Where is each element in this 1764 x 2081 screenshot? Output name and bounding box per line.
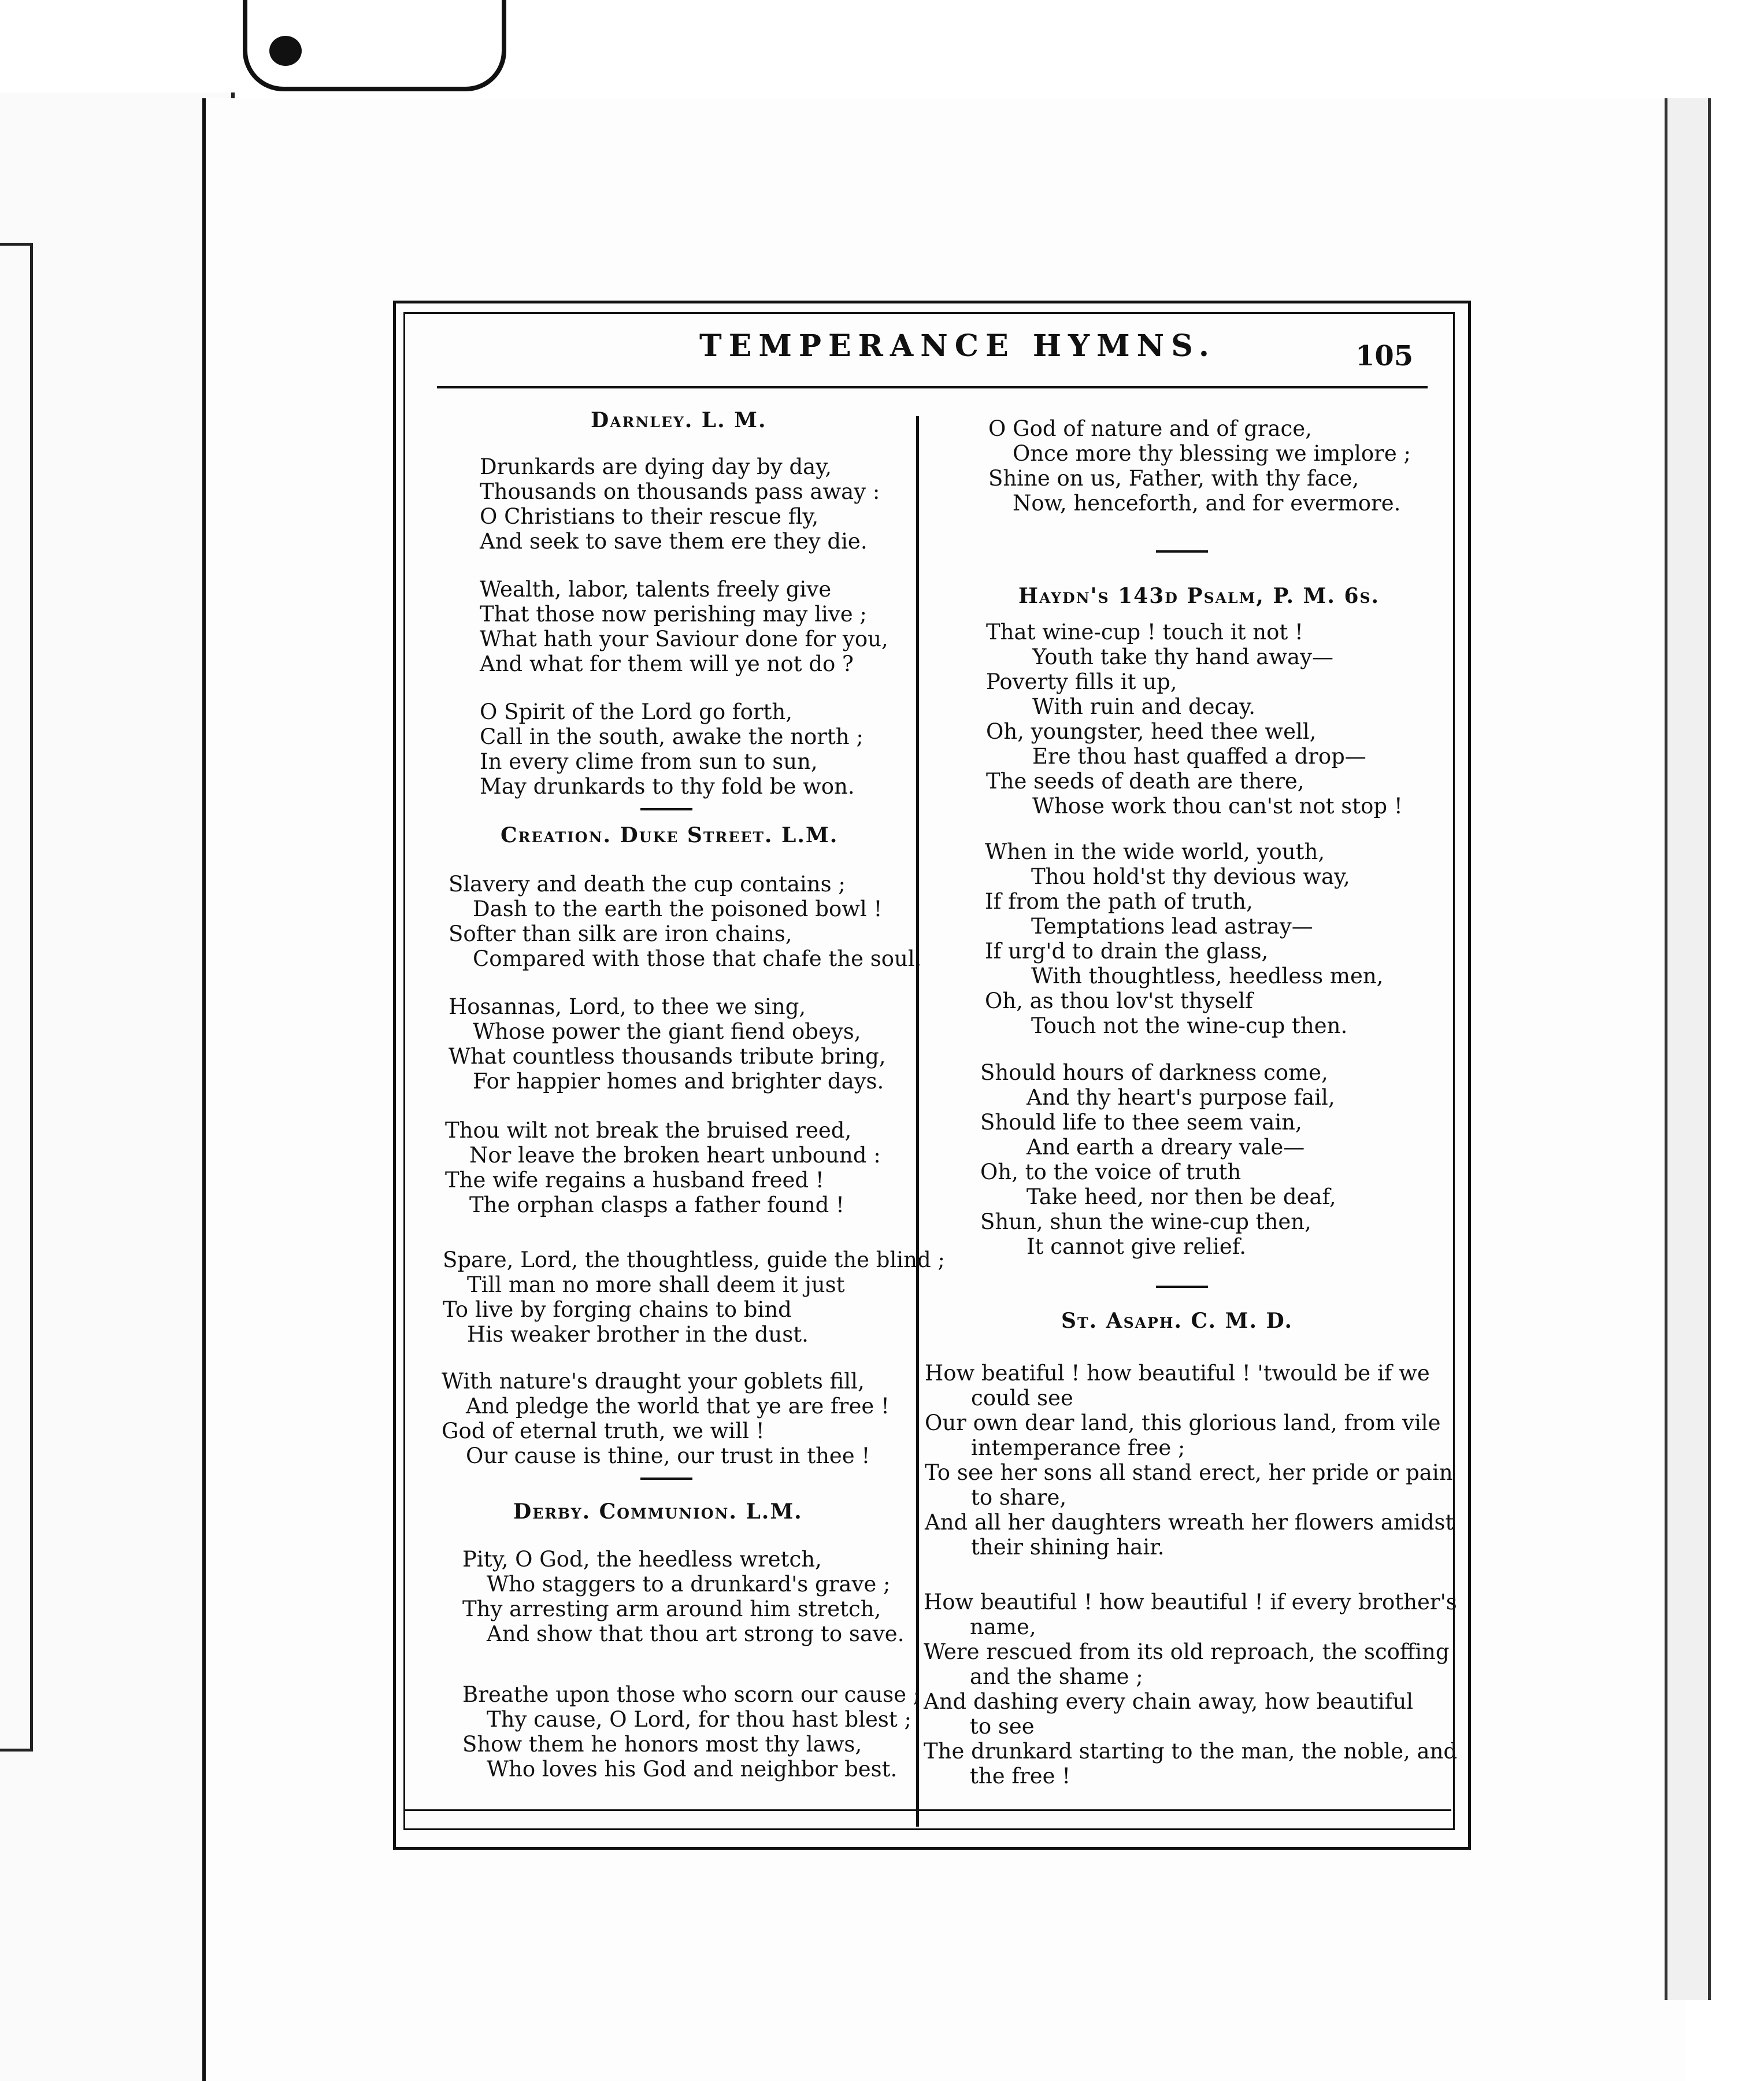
verse-line: Thou hold'st thy devious way,	[1031, 864, 1350, 889]
verse-line: With ruin and decay.	[1032, 694, 1256, 719]
verse-line: That those now perishing may live ;	[480, 602, 867, 627]
verse-line: Wealth, labor, talents freely give	[480, 577, 832, 602]
hymn-title-darnley: Darnley. L. M.	[591, 408, 767, 432]
hymn-stanza	[986, 620, 1403, 819]
section-separator	[640, 1478, 692, 1480]
verse-line: their shining hair.	[971, 1535, 1165, 1560]
verse-line: What countless thousands tribute bring,	[449, 1044, 886, 1069]
hymn-stanza	[988, 416, 1411, 516]
verse-line: Oh, to the voice of truth	[980, 1160, 1242, 1184]
verse-line: name,	[970, 1615, 1036, 1639]
verse-line: And all her daughters wreath her flowers amidst	[925, 1510, 1454, 1535]
verse-line: Were rescued from its old reproach, the scoffing	[924, 1639, 1450, 1664]
verse-line: Hosannas, Lord, to thee we sing,	[449, 994, 806, 1019]
section-separator	[1156, 1286, 1208, 1288]
verse-line: O God of nature and of grace,	[988, 416, 1312, 441]
header-rule	[437, 386, 1428, 388]
verse-line: Temptations lead astray—	[1031, 914, 1313, 939]
verse-line: With nature's draught your goblets fill,	[442, 1369, 865, 1394]
verse-line: Whose power the giant fiend obeys,	[473, 1019, 861, 1044]
verse-line: Thousands on thousands pass away :	[480, 479, 880, 504]
verse-line: Whose work thou can'st not stop !	[1032, 794, 1403, 819]
hymn-stanza	[449, 994, 886, 1094]
verse-line: How beautiful ! how beautiful ! if every brother's	[924, 1590, 1457, 1615]
verse-line: If urg'd to drain the glass,	[985, 939, 1269, 964]
verse-line: And what for them will ye not do ?	[480, 651, 854, 676]
verse-line: Till man no more shall deem it just	[467, 1272, 845, 1297]
hymn-stanza	[442, 1369, 890, 1468]
verse-line: O Christians to their rescue fly,	[480, 504, 819, 529]
hymn-title-creation: Creation. Duke Street. L.M.	[501, 823, 839, 847]
hymn-stanza	[480, 577, 888, 676]
verse-line: the free !	[970, 1764, 1071, 1789]
verse-line: Oh, as thou lov'st thyself	[985, 988, 1253, 1013]
verse-line: could see	[971, 1386, 1073, 1410]
verse-line: to share,	[971, 1485, 1067, 1510]
verse-line: Thou wilt not break the bruised reed,	[445, 1118, 852, 1143]
verse-line: Show them he honors most thy laws,	[462, 1732, 862, 1757]
verse-line: The orphan clasps a father found !	[469, 1193, 844, 1217]
tag-hole	[269, 36, 302, 66]
verse-line: Drunkards are dying day by day,	[480, 454, 832, 479]
verse-line: And pledge the world that ye are free !	[466, 1394, 890, 1419]
verse-line: To live by forging chains to bind	[443, 1297, 792, 1322]
verse-line: What hath your Saviour done for you,	[480, 627, 888, 651]
verse-line: If from the path of truth,	[985, 889, 1253, 914]
verse-line: When in the wide world, youth,	[985, 839, 1325, 864]
bottom-rule	[403, 1809, 1451, 1811]
hymn-title-st-asaph: St. Asaph. C. M. D.	[1061, 1309, 1294, 1333]
hymn-title-haydn: Haydn's 143d Psalm, P. M. 6s.	[1018, 584, 1380, 608]
verse-line: Slavery and death the cup contains ;	[449, 872, 846, 897]
hymn-stanza	[980, 1060, 1336, 1259]
hymn-stanza	[925, 1361, 1454, 1560]
page-number: 105	[1355, 340, 1414, 372]
verse-line: and the shame ;	[970, 1664, 1143, 1689]
verse-line: Take heed, nor then be deaf,	[1026, 1184, 1336, 1209]
verse-line: And seek to save them ere they die.	[480, 529, 868, 554]
column-divider	[916, 416, 919, 1827]
verse-line: The drunkard starting to the man, the noble, and	[924, 1739, 1458, 1764]
verse-line: Who loves his God and neighbor best.	[487, 1757, 898, 1782]
verse-line: That wine-cup ! touch it not !	[986, 620, 1303, 645]
hymn-stanza	[480, 454, 880, 554]
verse-line: Ere thou hast quaffed a drop—	[1032, 744, 1366, 769]
section-separator	[640, 808, 692, 810]
adjacent-page-border	[0, 243, 33, 1752]
verse-line: And thy heart's purpose fail,	[1026, 1085, 1335, 1110]
verse-line: Spare, Lord, the thoughtless, guide the blind ;	[443, 1247, 945, 1272]
verse-line: And earth a dreary vale—	[1026, 1135, 1305, 1160]
verse-line: Breathe upon those who scorn our cause ;	[462, 1682, 921, 1707]
verse-line: And show that thou art strong to save.	[487, 1621, 905, 1646]
verse-line: God of eternal truth, we will !	[442, 1419, 765, 1443]
verse-line: Pity, O God, the heedless wretch,	[462, 1547, 822, 1572]
verse-line: Our own dear land, this glorious land, from vile	[925, 1410, 1441, 1435]
verse-line: Now, henceforth, and for evermore.	[1013, 491, 1401, 516]
verse-line: May drunkards to thy fold be won.	[480, 774, 855, 799]
verse-line: With thoughtless, heedless men,	[1031, 964, 1384, 988]
verse-line: Should life to thee seem vain,	[980, 1110, 1302, 1135]
verse-line: In every clime from sun to sun,	[480, 749, 818, 774]
verse-line: Call in the south, awake the north ;	[480, 724, 864, 749]
verse-line: Oh, youngster, heed thee well,	[986, 719, 1317, 744]
verse-line: to see	[970, 1714, 1035, 1739]
verse-line: O Spirit of the Lord go forth,	[480, 699, 793, 724]
verse-line: The seeds of death are there,	[986, 769, 1305, 794]
hymn-stanza	[462, 1682, 920, 1782]
verse-line: Nor leave the broken heart unbound :	[469, 1143, 881, 1168]
hymn-title-derby: Derby. Communion. L.M.	[513, 1499, 803, 1524]
verse-line: And dashing every chain away, how beautiful	[924, 1689, 1414, 1714]
verse-line: Touch not the wine-cup then.	[1031, 1013, 1348, 1038]
hymn-stanza	[924, 1590, 1457, 1789]
hymn-stanza	[449, 872, 921, 971]
verse-line: Poverty fills it up,	[986, 669, 1177, 694]
hymn-stanza	[445, 1118, 881, 1217]
verse-line: The wife regains a husband freed !	[445, 1168, 824, 1193]
verse-line: Our cause is thine, our trust in thee !	[466, 1443, 870, 1468]
verse-line: It cannot give relief.	[1026, 1234, 1246, 1259]
hymn-stanza	[480, 699, 864, 799]
verse-line: Should hours of darkness come,	[980, 1060, 1328, 1085]
verse-line: intemperance free ;	[971, 1435, 1185, 1460]
verse-line: Once more thy blessing we implore ;	[1013, 441, 1411, 466]
verse-line: How beatiful ! how beautiful ! 'twould be if we	[925, 1361, 1430, 1386]
verse-line: Dash to the earth the poisoned bowl !	[473, 897, 883, 921]
verse-line: Thy arresting arm around him stretch,	[462, 1597, 881, 1621]
section-separator	[1156, 550, 1208, 553]
verse-line: Compared with those that chafe the soul.	[473, 946, 922, 971]
verse-line: Thy cause, O Lord, for thou hast blest ;	[487, 1707, 912, 1732]
running-title: TEMPERANCE HYMNS.	[699, 328, 1216, 364]
adjacent-page	[0, 92, 235, 2081]
verse-line: His weaker brother in the dust.	[467, 1322, 809, 1347]
verse-line: Softer than silk are iron chains,	[449, 921, 792, 946]
hymn-stanza	[985, 839, 1383, 1038]
verse-line: Who staggers to a drunkard's grave ;	[487, 1572, 891, 1597]
verse-line: Shine on us, Father, with thy face,	[988, 466, 1359, 491]
page-edge	[1665, 98, 1711, 2000]
verse-line: Shun, shun the wine-cup then,	[980, 1209, 1311, 1234]
verse-line: Youth take thy hand away—	[1032, 645, 1333, 669]
hymn-stanza	[443, 1247, 945, 1347]
verse-line: To see her sons all stand erect, her pride or pain	[925, 1460, 1453, 1485]
verse-line: For happier homes and brighter days.	[473, 1069, 884, 1094]
hymn-stanza	[462, 1547, 904, 1646]
